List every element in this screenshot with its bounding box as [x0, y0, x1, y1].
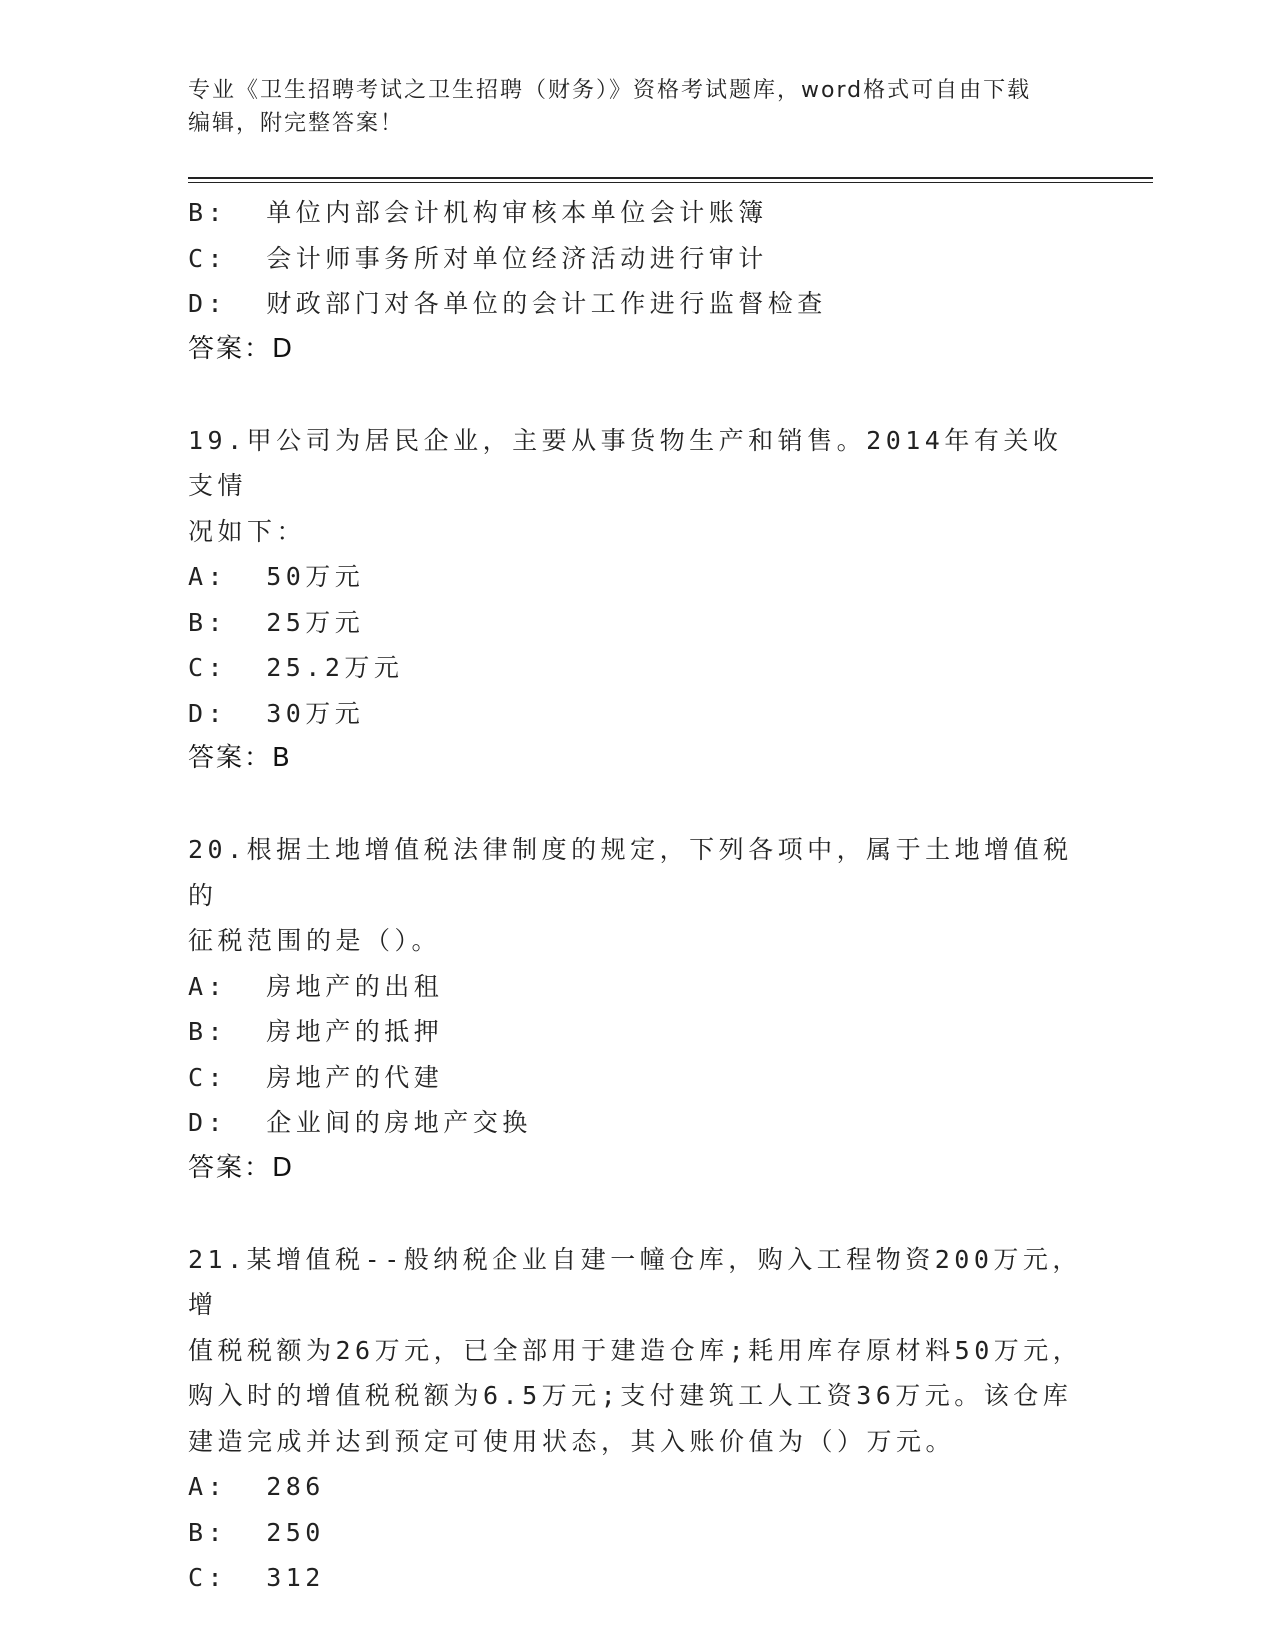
q20-option-c: C: 房地产的代建 [188, 1062, 444, 1092]
header-divider-thin [188, 182, 1153, 183]
document-header [188, 74, 1068, 140]
q21-stem-line-4: 建造完成并达到预定可使用状态，其入账价值为（）万元。 [188, 1426, 956, 1456]
q18-option-c: C: 会计师事务所对单位经济活动进行审计 [188, 243, 768, 273]
header-line-2: 编辑，附完整答案！ [188, 111, 405, 136]
question-18 [188, 190, 1088, 372]
spacer [188, 1191, 1088, 1237]
q19-answer: 答案：B [188, 743, 292, 773]
header-divider-thick [188, 177, 1153, 179]
q20-answer: 答案：D [188, 1152, 295, 1183]
q18-option-d: D: 财政部门对各单位的会计工作进行监督检查 [188, 289, 827, 318]
q21-option-c: C: 312 [188, 1563, 325, 1592]
q19-option-b: B: 25万元 [188, 607, 365, 637]
q20-stem-line-1: 20.根据土地增值税法律制度的规定，下列各项中，属于土地增值税的 [188, 835, 1073, 910]
q18-answer: 答案：D [188, 333, 295, 364]
q20-stem-line-2: 征税范围的是（）。 [188, 926, 442, 955]
q19-stem-line-1: 19.甲公司为居民企业，主要从事货物生产和销售。2014年有关收支情 [188, 425, 1063, 500]
q19-option-c: C: 25.2万元 [188, 653, 404, 682]
q19-stem-line-2: 况如下： [188, 516, 307, 546]
question-21 [188, 1237, 1088, 1601]
q18-option-b: B: 单位内部会计机构审核本单位会计账簿 [188, 198, 768, 227]
q19-option-d: D: 30万元 [188, 698, 365, 728]
q21-option-a: A: 286 [188, 1472, 325, 1501]
header-line-1: 专业《卫生招聘考试之卫生招聘（财务）》资格考试题库，word格式可自由下载 [188, 78, 1032, 103]
q20-option-d: D: 企业间的房地产交换 [188, 1108, 532, 1137]
question-19 [188, 418, 1088, 782]
q19-option-a: A: 50万元 [188, 562, 365, 591]
question-list [188, 190, 1088, 1601]
question-20 [188, 827, 1088, 1191]
spacer [188, 782, 1088, 828]
q21-stem-line-2: 值税税额为26万元，已全部用于建造仓库;耗用库存原材料50万元， [188, 1335, 1083, 1365]
q21-stem-line-1: 21.某增值税--般纳税企业自建一幢仓库，购入工程物资200万元，增 [188, 1244, 1082, 1319]
spacer [188, 372, 1088, 418]
q21-stem-line-3: 购入时的增值税税额为6.5万元;支付建筑工人工资36万元。该仓库 [188, 1381, 1073, 1410]
q21-option-b: B: 250 [188, 1517, 325, 1547]
q20-option-a: A: 房地产的出租 [188, 971, 444, 1001]
q20-option-b: B: 房地产的抵押 [188, 1017, 444, 1046]
